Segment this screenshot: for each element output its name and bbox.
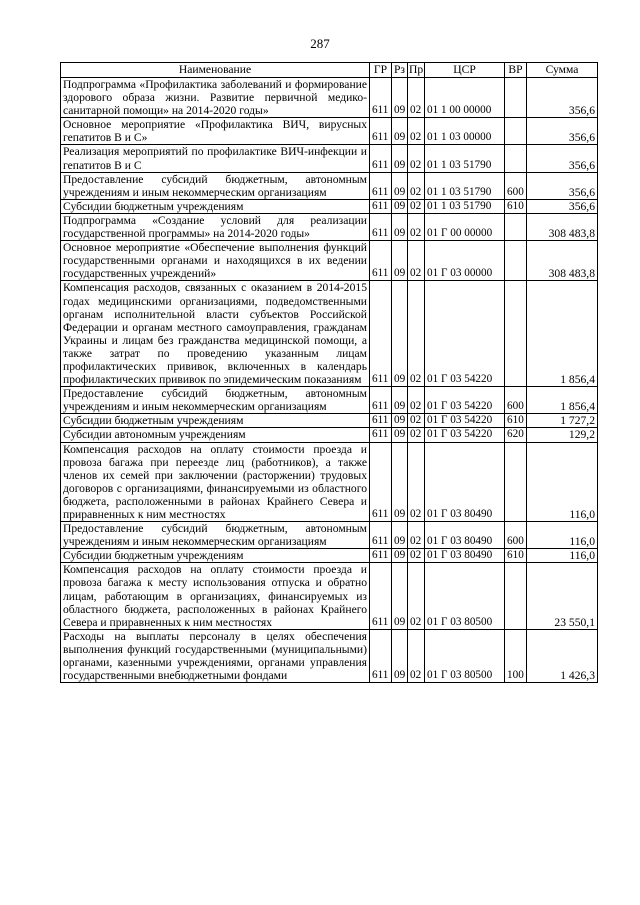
- table-row: [61, 414, 598, 428]
- table-row: [61, 281, 598, 387]
- row-sum: 308 483,8: [527, 241, 598, 281]
- row-vr: [505, 145, 527, 172]
- row-rz: 09: [392, 213, 408, 240]
- row-vr: [505, 563, 527, 629]
- table-row: [61, 563, 598, 629]
- row-gr: 611: [370, 118, 392, 145]
- row-sum: 356,6: [527, 145, 598, 172]
- row-csr: 01 1 03 51790: [425, 172, 505, 199]
- budget-table: [60, 62, 598, 683]
- row-gr: 611: [370, 172, 392, 199]
- row-csr: 01 1 03 51790: [425, 199, 505, 213]
- header-name: Наименование: [61, 63, 370, 78]
- row-name: Компенсация расходов на оплату стоимости проезда и провоза багажа при переезде лиц (работников), а также членов их семей при заключении (расторжении) трудовых договоров с организациями, финансируемыми из областного бюджета, расположенными в районах Крайнего Севера и приравненных к ним местностях: [61, 442, 370, 522]
- row-rz: 09: [392, 118, 408, 145]
- header-vr: ВР: [505, 63, 527, 78]
- table-row: [61, 172, 598, 199]
- row-sum: 308 483,8: [527, 213, 598, 240]
- row-vr: 600: [505, 172, 527, 199]
- row-pr: 02: [408, 118, 425, 145]
- row-gr: 611: [370, 281, 392, 387]
- row-rz: 09: [392, 199, 408, 213]
- header-row: [61, 63, 598, 78]
- row-rz: 09: [392, 78, 408, 118]
- row-rz: 09: [392, 428, 408, 442]
- row-vr: 610: [505, 414, 527, 428]
- row-gr: 611: [370, 241, 392, 281]
- header-gr: ГР: [370, 63, 392, 78]
- row-pr: 02: [408, 563, 425, 629]
- row-sum: 1 856,4: [527, 387, 598, 414]
- row-rz: 09: [392, 172, 408, 199]
- row-sum: 356,6: [527, 78, 598, 118]
- row-name: Основное мероприятие «Обеспечение выполнения функций государственными органами и находящихся в их ведении государственных учреждений»: [61, 241, 370, 281]
- row-pr: 02: [408, 281, 425, 387]
- row-csr: 01 Г 03 80490: [425, 442, 505, 522]
- row-rz: 09: [392, 563, 408, 629]
- row-csr: 01 Г 03 54220: [425, 428, 505, 442]
- row-csr: 01 Г 03 54220: [425, 281, 505, 387]
- row-pr: 02: [408, 522, 425, 549]
- row-csr: 01 1 03 51790: [425, 145, 505, 172]
- row-csr: 01 Г 03 80500: [425, 563, 505, 629]
- table-row: [61, 629, 598, 682]
- row-pr: 02: [408, 213, 425, 240]
- row-rz: 09: [392, 387, 408, 414]
- row-name: Подпрограмма «Профилактика заболеваний и формирование здорового образа жизни. Развитие первичной медико-санитарной помощи» на 2014-2020 годы»: [61, 78, 370, 118]
- header-rz: Рз: [392, 63, 408, 78]
- table-row: [61, 428, 598, 442]
- row-pr: 02: [408, 428, 425, 442]
- row-csr: 01 Г 03 80490: [425, 549, 505, 563]
- row-gr: 611: [370, 442, 392, 522]
- table-row: [61, 442, 598, 522]
- row-pr: 02: [408, 241, 425, 281]
- header-csr: ЦСР: [425, 63, 505, 78]
- row-sum: 116,0: [527, 442, 598, 522]
- row-name: Предоставление субсидий бюджетным, автономным учреждениям и иным некоммерческим организациям: [61, 172, 370, 199]
- row-gr: 611: [370, 428, 392, 442]
- row-pr: 02: [408, 78, 425, 118]
- row-name: Расходы на выплаты персоналу в целях обеспечения выполнения функций государственными (муниципальными) органами, казенными учреждениями, органами управления государственными внебюджетными фондами: [61, 629, 370, 682]
- table-row: [61, 78, 598, 118]
- row-rz: 09: [392, 241, 408, 281]
- row-vr: 100: [505, 629, 527, 682]
- row-vr: 600: [505, 387, 527, 414]
- row-name: Компенсация расходов на оплату стоимости проезда и провоза багажа к месту использования отпуска и обратно лицам, работающим в организациях, финансируемых из областного бюджета, расположенных в районах Крайнего Севера и приравненных к ним местностях: [61, 563, 370, 629]
- row-csr: 01 Г 03 80500: [425, 629, 505, 682]
- row-vr: 610: [505, 199, 527, 213]
- row-csr: 01 Г 00 00000: [425, 213, 505, 240]
- table-row: [61, 549, 598, 563]
- row-name: Компенсация расходов, связанных с оказанием в 2014-2015 годах медицинскими организациями, подведомственными органам исполнительной власти субъектов Российской Федерации и органам местного самоуправления, гражданам Украины и лицам без гражданства медицинской помощи, а также затрат по проведению указанным лицам профилактических прививок, включенных в календарь профилактических прививок по эпидемическим показаниям: [61, 281, 370, 387]
- row-sum: 116,0: [527, 522, 598, 549]
- table-row: [61, 118, 598, 145]
- row-gr: 611: [370, 387, 392, 414]
- row-rz: 09: [392, 629, 408, 682]
- row-csr: 01 1 00 00000: [425, 78, 505, 118]
- row-pr: 02: [408, 414, 425, 428]
- row-vr: [505, 78, 527, 118]
- row-name: Субсидии бюджетным учреждениям: [61, 414, 370, 428]
- row-gr: 611: [370, 213, 392, 240]
- row-sum: 1 426,3: [527, 629, 598, 682]
- row-sum: 356,6: [527, 118, 598, 145]
- row-sum: 1 856,4: [527, 281, 598, 387]
- row-sum: 1 727,2: [527, 414, 598, 428]
- header-pr: Пр: [409, 63, 424, 77]
- row-vr: [505, 281, 527, 387]
- row-sum: 356,6: [527, 172, 598, 199]
- row-sum: 356,6: [527, 199, 598, 213]
- row-name: Субсидии бюджетным учреждениям: [61, 199, 370, 213]
- row-csr: 01 Г 03 54220: [425, 414, 505, 428]
- row-pr: 02: [408, 172, 425, 199]
- row-csr: 01 Г 03 54220: [425, 387, 505, 414]
- row-gr: 611: [370, 549, 392, 563]
- row-name: Предоставление субсидий бюджетным, автономным учреждениям и иным некоммерческим организациям: [61, 387, 370, 414]
- table-row: [61, 213, 598, 240]
- row-pr: 02: [408, 387, 425, 414]
- row-name: Предоставление субсидий бюджетным, автономным учреждениям и иным некоммерческим организациям: [61, 522, 370, 549]
- row-gr: 611: [370, 629, 392, 682]
- row-pr: 02: [408, 549, 425, 563]
- row-name: Реализация мероприятий по профилактике ВИЧ-инфекции и гепатитов В и С: [61, 145, 370, 172]
- row-rz: 09: [392, 281, 408, 387]
- row-csr: 01 Г 03 80490: [425, 522, 505, 549]
- row-name: Основное мероприятие «Профилактика ВИЧ, вирусных гепатитов В и С»: [61, 118, 370, 145]
- table-row: [61, 522, 598, 549]
- row-gr: 611: [370, 522, 392, 549]
- row-vr: 620: [505, 428, 527, 442]
- row-sum: 23 550,1: [527, 563, 598, 629]
- row-rz: 09: [392, 522, 408, 549]
- row-name: Субсидии бюджетным учреждениям: [61, 549, 370, 563]
- row-vr: [505, 118, 527, 145]
- table-row: [61, 387, 598, 414]
- row-vr: 610: [505, 549, 527, 563]
- row-gr: 611: [370, 78, 392, 118]
- row-sum: 116,0: [527, 549, 598, 563]
- row-rz: 09: [392, 145, 408, 172]
- row-csr: 01 Г 03 00000: [425, 241, 505, 281]
- row-gr: 611: [370, 563, 392, 629]
- row-pr: 02: [408, 145, 425, 172]
- row-gr: 611: [370, 145, 392, 172]
- row-pr: 02: [408, 629, 425, 682]
- row-name: Субсидии автономным учреждениям: [61, 428, 370, 442]
- row-pr: 02: [408, 199, 425, 213]
- page-number: 287: [310, 36, 330, 51]
- row-vr: 600: [505, 522, 527, 549]
- row-name: Подпрограмма «Создание условий для реализации государственной программы» на 2014-2020 годы»: [61, 213, 370, 240]
- table-row: [61, 145, 598, 172]
- row-vr: [505, 241, 527, 281]
- row-rz: 09: [392, 442, 408, 522]
- row-pr: 02: [408, 442, 425, 522]
- table-row: [61, 199, 598, 213]
- table-row: [61, 241, 598, 281]
- row-csr: 01 1 03 00000: [425, 118, 505, 145]
- row-sum: 129,2: [527, 428, 598, 442]
- row-vr: [505, 213, 527, 240]
- row-gr: 611: [370, 199, 392, 213]
- row-gr: 611: [370, 414, 392, 428]
- header-sum: Сумма: [527, 63, 598, 78]
- row-rz: 09: [392, 549, 408, 563]
- row-vr: [505, 442, 527, 522]
- row-rz: 09: [392, 414, 408, 428]
